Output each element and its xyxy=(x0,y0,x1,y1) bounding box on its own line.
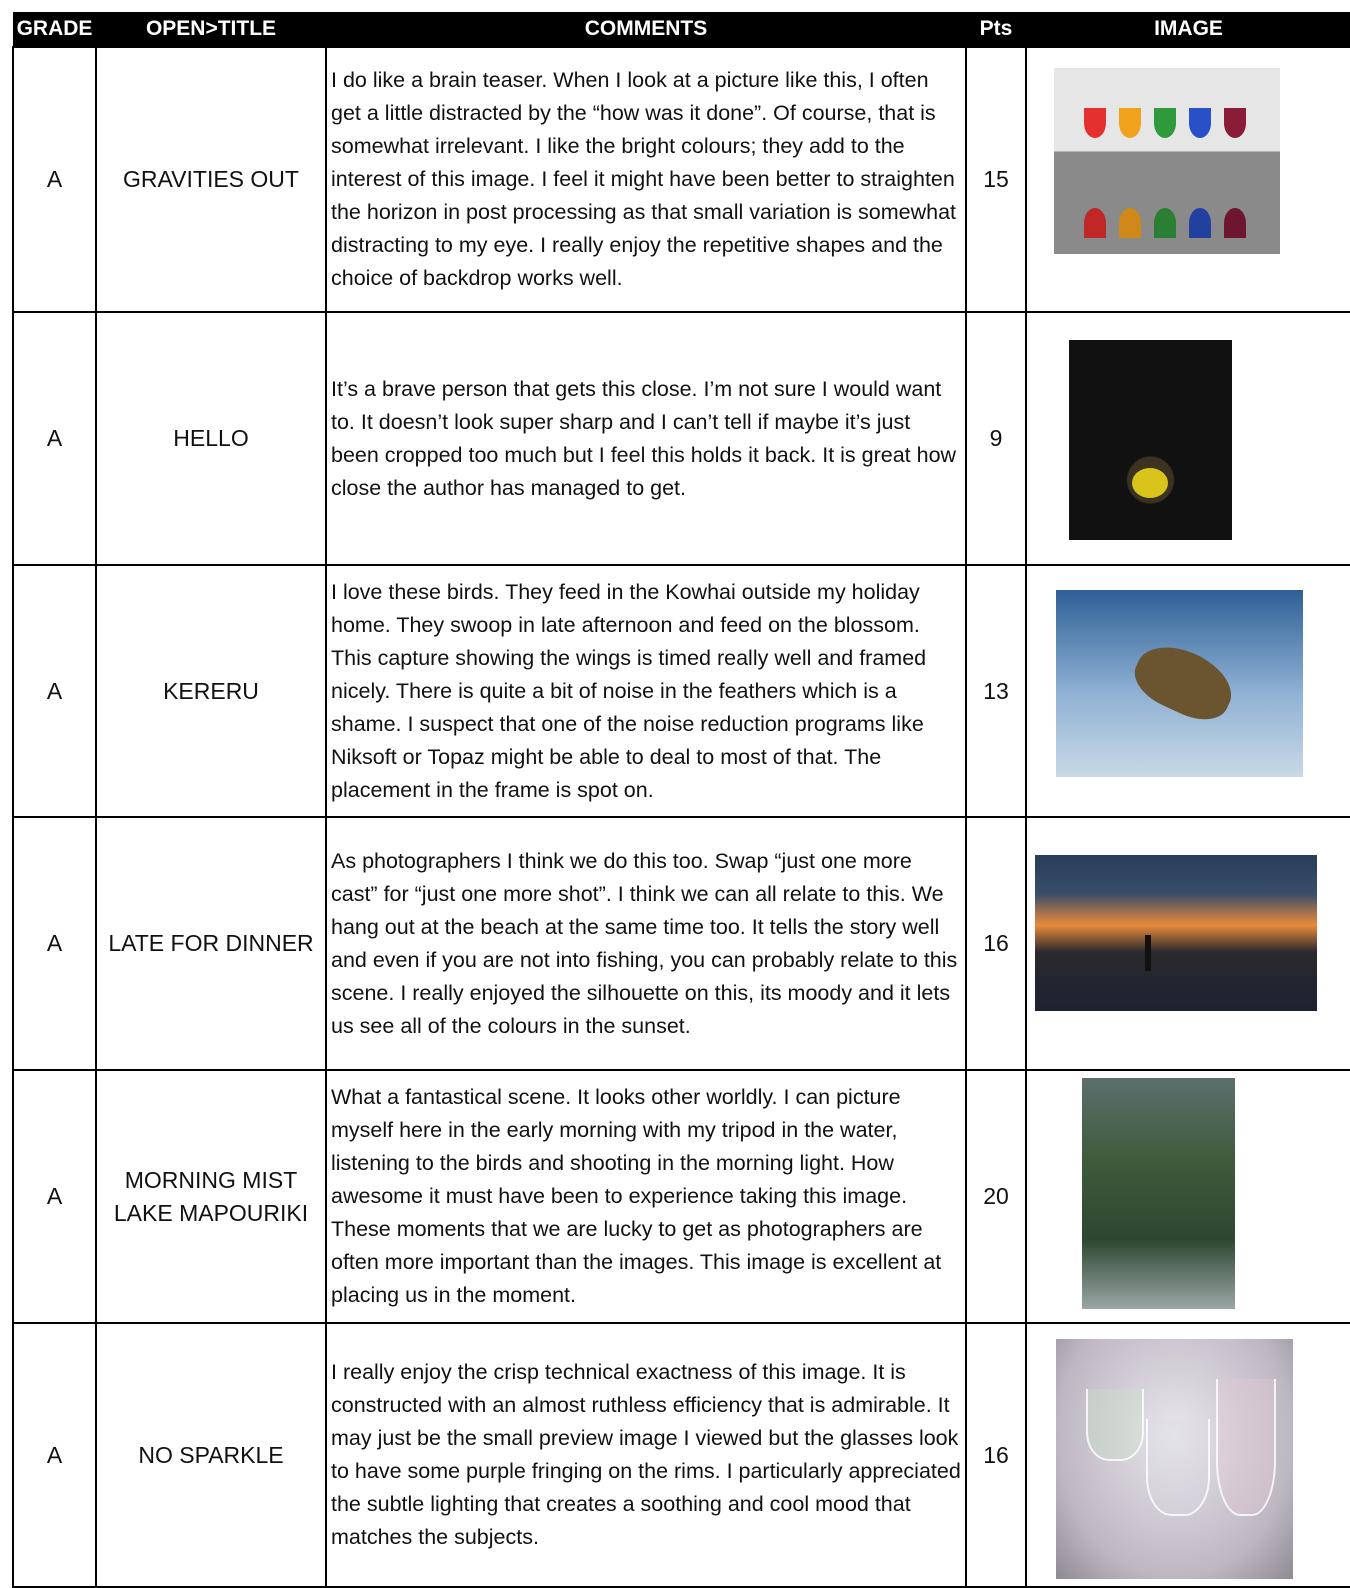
title-cell: LATE FOR DINNER xyxy=(96,817,326,1070)
photo-thumbnail xyxy=(1056,1339,1293,1579)
header-image: IMAGE xyxy=(1026,12,1350,47)
title-cell: NO SPARKLE xyxy=(96,1323,326,1587)
header-pts: Pts xyxy=(966,12,1026,47)
image-cell xyxy=(1026,47,1350,312)
pts-cell: 9 xyxy=(966,312,1026,565)
header-title: OPEN>TITLE xyxy=(96,12,326,47)
image-cell xyxy=(1026,1323,1350,1587)
title-cell: GRAVITIES OUT xyxy=(96,47,326,312)
grade-cell: A xyxy=(13,565,96,817)
photo-thumbnail xyxy=(1035,855,1317,1011)
title-cell xyxy=(96,1070,326,1323)
pts-cell: 15 xyxy=(966,47,1026,312)
comment-cell: I love these birds. They feed in the Kowhai outside my holiday home. They swoop in late afternoon and feed on the blossom. This capture showing the wings is timed really well and framed nicely. There is quite a bit of noise in the feathers which is a shame. I suspect that one of the noise reduction programs like Niksoft or Topaz might be able to deal to most of that. The placement in the frame is spot on. xyxy=(326,565,966,817)
comment-cell: I do like a brain teaser. When I look at a picture like this, I often get a little distracted by the “how was it done”. Of course, that is somewhat irrelevant. I like the bright colours; they add to the interest of this image. I feel it might have been better to straighten the horizon in post processing as that small variation is somewhat distracting to my eye. I really enjoy the repetitive shapes and the choice of backdrop works well. xyxy=(326,47,966,312)
title-cell: HELLO xyxy=(96,312,326,565)
header-grade: GRADE xyxy=(13,12,96,47)
image-cell xyxy=(1026,312,1350,565)
image-cell xyxy=(1026,565,1350,817)
grade-cell: A xyxy=(13,1070,96,1323)
pts-cell: 16 xyxy=(966,1323,1026,1587)
image-cell xyxy=(1026,817,1350,1070)
photo-thumbnail xyxy=(1082,1078,1235,1309)
title-line: LAKE MAPOURIKI xyxy=(113,1199,309,1226)
pts-cell: 20 xyxy=(966,1070,1026,1323)
comment-cell: As photographers I think we do this too. Swap “just one more cast” for “just one more shot”. I think we can all relate to this. We hang out at the beach at the same time too. It tells the story well and even if you are not into fishing, you can probably relate to this scene. I really enjoyed the silhouette on this, its moody and it lets us see all of the colours in the sunset. xyxy=(326,817,966,1070)
photo-thumbnail xyxy=(1069,340,1232,540)
title-cell: KERERU xyxy=(96,565,326,817)
grade-cell: A xyxy=(13,817,96,1070)
grade-cell: A xyxy=(13,312,96,565)
comment-cell: I really enjoy the crisp technical exactness of this image. It is constructed with an almost ruthless efficiency that is admirable. It may just be the small preview image I viewed but the glasses look to have some purple fringing on the rims. I particularly appreciated the subtle lighting that creates a soothing and cool mood that matches the subjects. xyxy=(326,1323,966,1587)
comment-cell: What a fantastical scene. It looks other worldly. I can picture myself here in the early morning with my tripod in the water, listening to the birds and shooting in the morning light. How awesome it must have been to experience taking this image. These moments that we are lucky to get as photographers are often more important than the images. This image is excellent at placing us in the moment. xyxy=(326,1070,966,1323)
table-row xyxy=(13,1070,1350,1323)
image-cell xyxy=(1026,1070,1350,1323)
pts-cell: 16 xyxy=(966,817,1026,1070)
header-row xyxy=(13,12,1350,47)
header-comments: COMMENTS xyxy=(326,12,966,47)
critique-table xyxy=(12,12,1350,1588)
photo-thumbnail xyxy=(1054,68,1280,254)
table-row xyxy=(13,565,1350,817)
table-row xyxy=(13,312,1350,565)
table-row xyxy=(13,1323,1350,1587)
table-row xyxy=(13,47,1350,312)
grade-cell: A xyxy=(13,1323,96,1587)
pts-cell: 13 xyxy=(966,565,1026,817)
photo-thumbnail xyxy=(1056,590,1303,777)
table-row xyxy=(13,817,1350,1070)
title-line: MORNING MIST xyxy=(124,1167,298,1194)
comment-cell: It’s a brave person that gets this close. I’m not sure I would want to. It doesn’t look super sharp and I can’t tell if maybe it’s just been cropped too much but I feel this holds it back. It is great how close the author has managed to get. xyxy=(326,312,966,565)
grade-cell: A xyxy=(13,47,96,312)
